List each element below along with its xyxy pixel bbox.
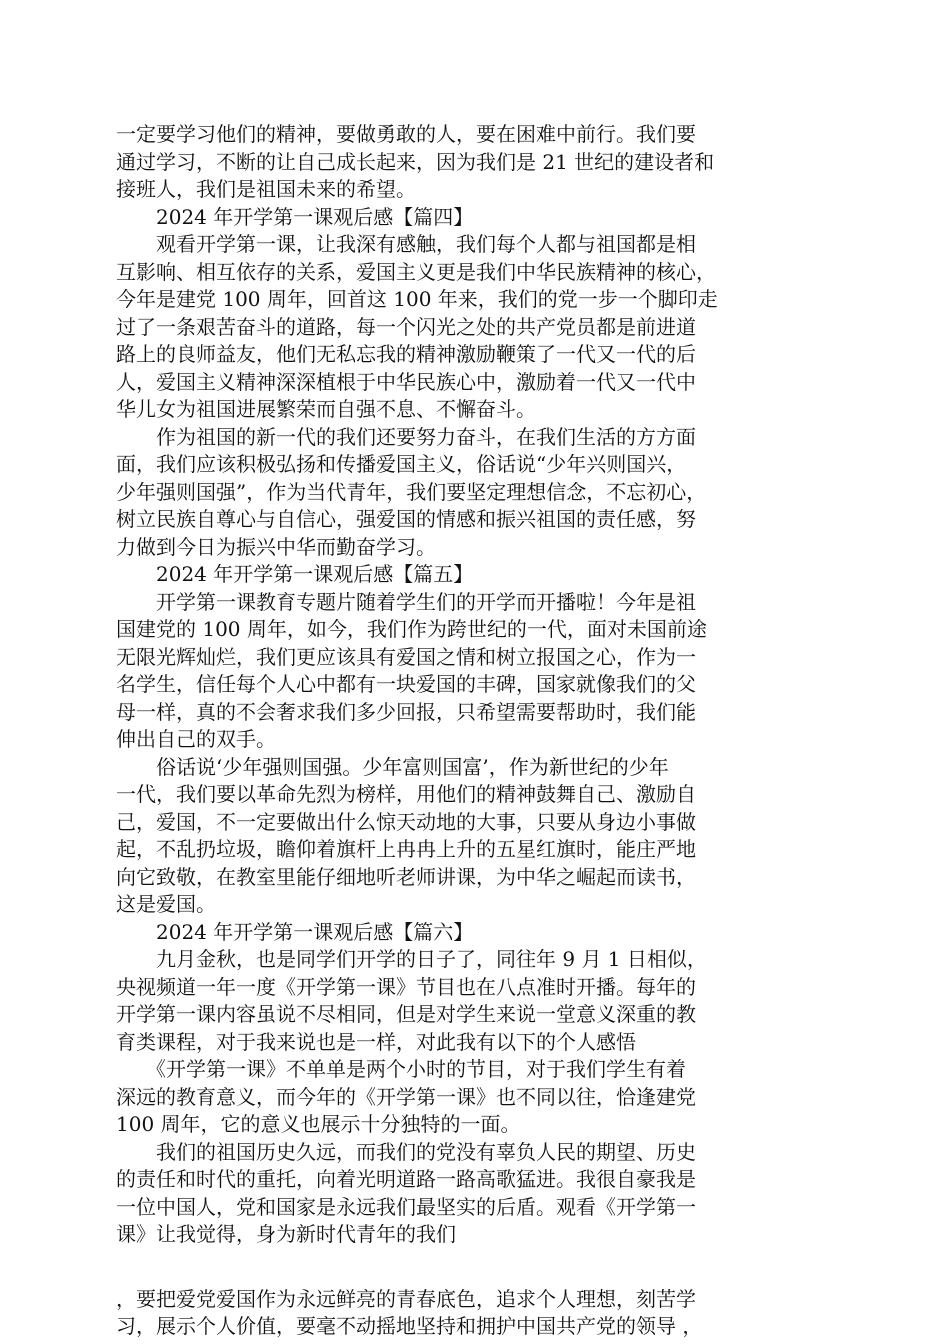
text-line: 的责任和时代的重托，向着光明道路一路高歌猛进。我很自豪我是 [116,1167,696,1191]
text-line: 己，爱国，不一定要做出什么惊天动地的大事，只要从身边小事做 [116,809,696,834]
text-line: 育类课程，对于我来说也是一样，对此我有以下的个人感悟 [116,1029,636,1054]
text-line: 央视频道一年一度《开学第一课》节目也在八点准时开播。每年的 [116,974,696,999]
text-line: 今年是建党 100 周年，回首这 100 年来，我们的党一步一个脚印走 [116,287,718,311]
text-line: 国建党的 100 周年，如今，我们作为跨世纪的一代，面对未国前途 [116,617,707,641]
section-heading: 2024 年开学第一课观后感【篇五】 [116,562,474,586]
text-line: 互影响、相互依存的关系，爱国主义更是我们中华民族精神的核心， [116,259,716,284]
text-line: ，要把爱党爱国作为永远鲜亮的青春底色，追求个人理想，刻苦学 [116,1286,696,1311]
text-line: 100 周年，它的意义也展示十分独特的一面。 [116,1112,521,1136]
text-line: 一定要学习他们的精神，要做勇敢的人，要在困难中前行。我们要 [116,122,696,146]
text-line: 无限光辉灿烂，我们更应该具有爱国之情和树立报国之心，作为一 [116,644,696,669]
text-line: 树立民族自尊心与自信心，强爱国的情感和振兴祖国的责任感，努 [116,507,696,531]
text-line: 九月金秋，也是同学们开学的日子了，同往年 9 月 1 日相似， [116,947,707,971]
section-heading: 2024 年开学第一课观后感【篇六】 [116,919,474,944]
text-line: 人，爱国主义精神深深植根于中华民族心中，激励着一代又一代中 [116,369,696,394]
text-line: 少年强则国强”，作为当代青年，我们要坚定理想信念，不忘初心， [116,479,707,504]
text-line: 开学第一课教育专题片随着学生们的开学而开播啦！今年是祖 [116,589,696,614]
text-line: 名学生，信任每个人心中都有一块爱国的丰碑，国家就像我们的父 [116,672,696,696]
text-line: 这是爱国。 [116,892,216,916]
text-line: 母一样，真的不会奢求我们多少回报，只希望需要帮助时，我们能 [116,699,696,724]
text-line: 深远的教育意义，而今年的《开学第一课》也不同以往，恰逢建党 [116,1084,696,1109]
text-line: 开学第一课内容虽说不尽相同，但是对学生来说一堂意义深重的教 [116,1002,696,1026]
section-heading: 2024 年开学第一课观后感【篇四】 [116,204,474,229]
text-line: 习，展示个人价值，要毫不动摇地坚持和拥护中国共产党的领导 ， [116,1314,703,1338]
text-line: 观看开学第一课，让我深有感触，我们每个人都与祖国都是相 [116,232,696,256]
text-line: 课》让我觉得，身为新时代青年的我们 [116,1222,456,1246]
text-line: 通过学习，不断的让自己成长起来，因为我们是 21 世纪的建设者和 [116,149,715,174]
text-line: 向它致敬，在教室里能仔细地听老师讲课，为中华之崛起而读书， [116,864,696,889]
text-line: 接班人，我们是祖国未来的希望。 [116,177,416,201]
text-line: 伸出自己的双手。 [116,727,276,751]
paragraph-gap [116,1249,832,1286]
text-line: 作为祖国的新一代的我们还要努力奋斗，在我们生活的方方面 [116,424,696,449]
document-body [116,121,832,1341]
text-line: 过了一条艰苦奋斗的道路，每一个闪光之处的共产党员都是前进道 [116,314,696,339]
text-line: 我们的祖国历史久远，而我们的党没有辜负人民的期望、历史 [116,1139,696,1164]
text-line: 力做到今日为振兴中华而勤奋学习。 [116,534,436,559]
text-line: 华儿女为祖国进展繁荣而自强不息、不懈奋斗。 [116,397,536,421]
text-line: 《开学第一课》不单单是两个小时的节目，对于我们学生有着 [116,1057,686,1081]
text-line: 俗话说‘少年强则国强。少年富则国富’，作为新世纪的少年 [116,754,669,779]
text-line: 面，我们应该积极弘扬和传播爱国主义，俗话说“少年兴则国兴， [116,452,687,476]
text-line: 起，不乱扔垃圾，瞻仰着旗杆上冉冉上升的五星红旗时，能庄严地 [116,837,696,861]
text-line: 一位中国人，党和国家是永远我们最坚实的后盾。观看《开学第一 [116,1194,696,1219]
text-line: 一代，我们要以革命先烈为榜样，用他们的精神鼓舞自己、激励自 [116,782,696,806]
text-line: 路上的良师益友，他们无私忘我的精神激励鞭策了一代又一代的后 [116,342,696,366]
